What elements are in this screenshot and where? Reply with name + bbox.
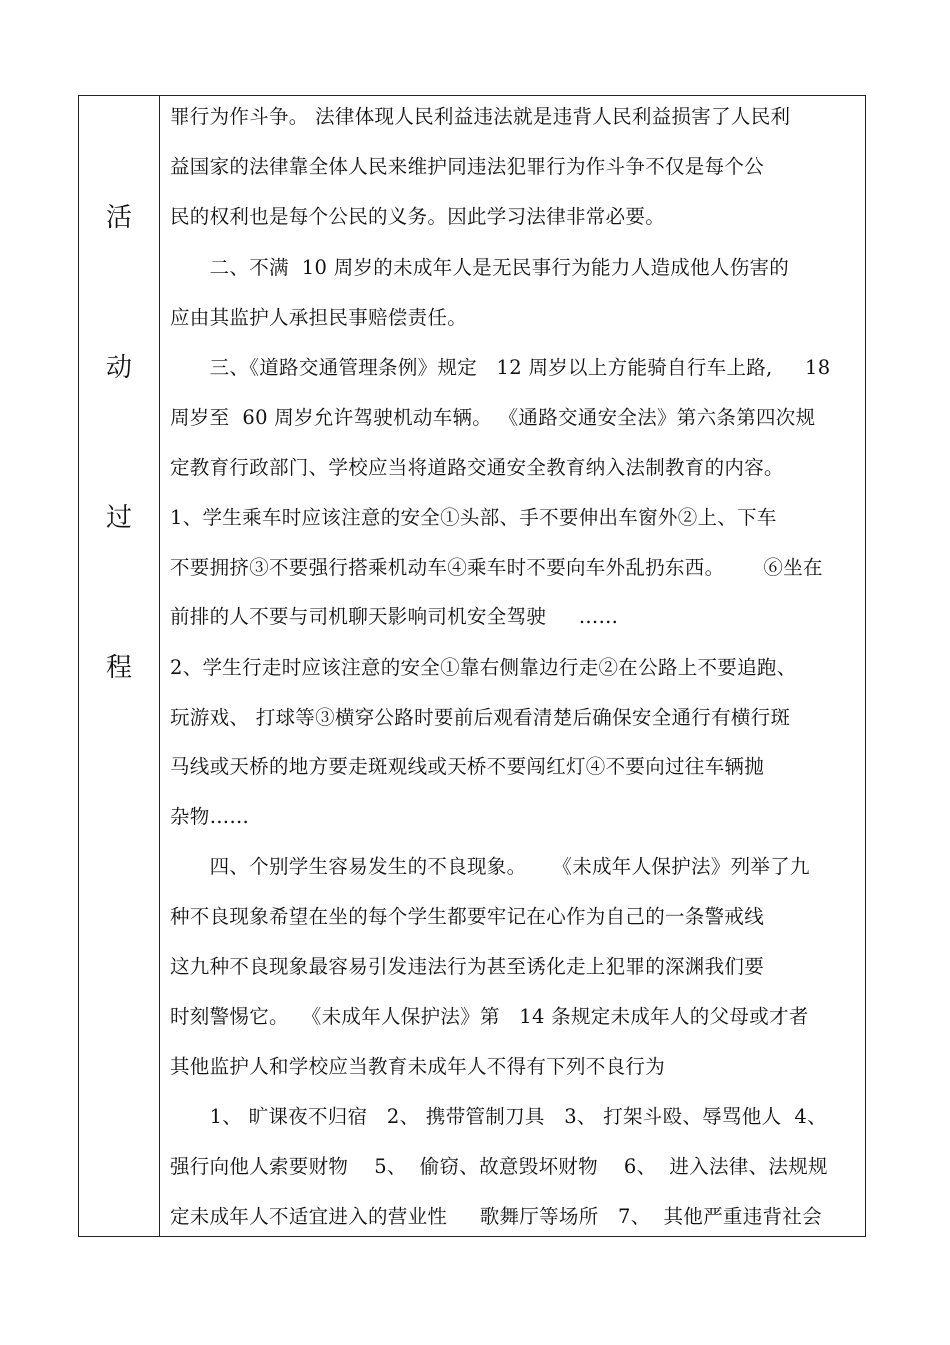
body-text-line: 时刻警惕它。 《未成年人保护法》第 14 条规定未成年人的父母或才者 bbox=[170, 1005, 809, 1028]
body-text-line: 不要拥挤③不要强行搭乘机动车④乘车时不要向车外乱扔东西。 ⑥坐在 bbox=[170, 556, 823, 579]
body-text-line: 定教育行政部门、学校应当将道路交通安全教育纳入法制教育的内容。 bbox=[170, 456, 784, 479]
column-divider bbox=[159, 95, 160, 1237]
body-text-line: 玩游戏、 打球等③横穿公路时要前后观看清楚后确保安全通行有横行斑 bbox=[170, 706, 791, 729]
body-text-line: 四、个别学生容易发生的不良现象。 《未成年人保护法》列举了九 bbox=[170, 855, 810, 878]
side-label-char: 过 bbox=[105, 503, 132, 533]
body-text-line: 种不良现象希望在坐的每个学生都要牢记在心作为自己的一条警戒线 bbox=[170, 905, 765, 928]
body-text-line: 2、学生行走时应该注意的安全①靠右侧靠边行走②在公路上不要追跑、 bbox=[170, 656, 797, 679]
body-text-line: 应由其监护人承担民事赔偿责任。 bbox=[170, 306, 468, 329]
body-text-line: 罪行为作斗争。 法律体现人民利益违法就是违背人民利益损害了人民利 bbox=[170, 105, 791, 128]
body-text-line: 其他监护人和学校应当教育未成年人不得有下列不良行为 bbox=[170, 1055, 666, 1078]
side-label-char: 动 bbox=[105, 353, 132, 383]
side-label-char: 程 bbox=[105, 653, 132, 683]
body-text-line: 马线或天桥的地方要走斑观线或天桥不要闯红灯④不要向过往车辆抛 bbox=[170, 755, 765, 778]
body-text-line: 强行向他人索要财物 5、 偷窃、故意毁坏财物 6、 进入法律、法规规 bbox=[170, 1155, 828, 1178]
body-text-line: 定未成年人不适宜进入的营业性 歌舞厅等场所 7、 其他严重违背社会 bbox=[170, 1205, 822, 1228]
body-text-line: 三、《道路交通管理条例》规定 12 周岁以上方能骑自行车上路, 18 bbox=[170, 356, 831, 379]
body-text-line: 益国家的法律靠全体人民来维护同违法犯罪行为作斗争不仅是每个公 bbox=[170, 155, 765, 178]
body-text-line: 杂物…… bbox=[170, 805, 250, 828]
body-text-line: 1、学生乘车时应该注意的安全①头部、手不要伸出车窗外②上、下车 bbox=[170, 506, 777, 529]
body-text-line: 这九种不良现象最容易引发违法行为甚至诱化走上犯罪的深渊我们要 bbox=[170, 955, 765, 978]
body-text-line: 周岁至 60 周岁允许驾驶机动车辆。 《通路交通安全法》第六条第四次规 bbox=[170, 406, 816, 429]
body-text-line: 1、 旷课夜不归宿 2、 携带管制刀具 3、 打架斗殴、辱骂他人 4、 bbox=[170, 1105, 827, 1128]
body-text-line: 二、不满 10 周岁的未成年人是无民事行为能力人造成他人伤害的 bbox=[170, 256, 790, 279]
body-text-line: 民的权利也是每个公民的义务。因此学习法律非常必要。 bbox=[170, 205, 666, 228]
body-text-line: 前排的人不要与司机聊天影响司机安全驾驶 …… bbox=[170, 605, 619, 628]
side-label-char: 活 bbox=[105, 203, 132, 233]
